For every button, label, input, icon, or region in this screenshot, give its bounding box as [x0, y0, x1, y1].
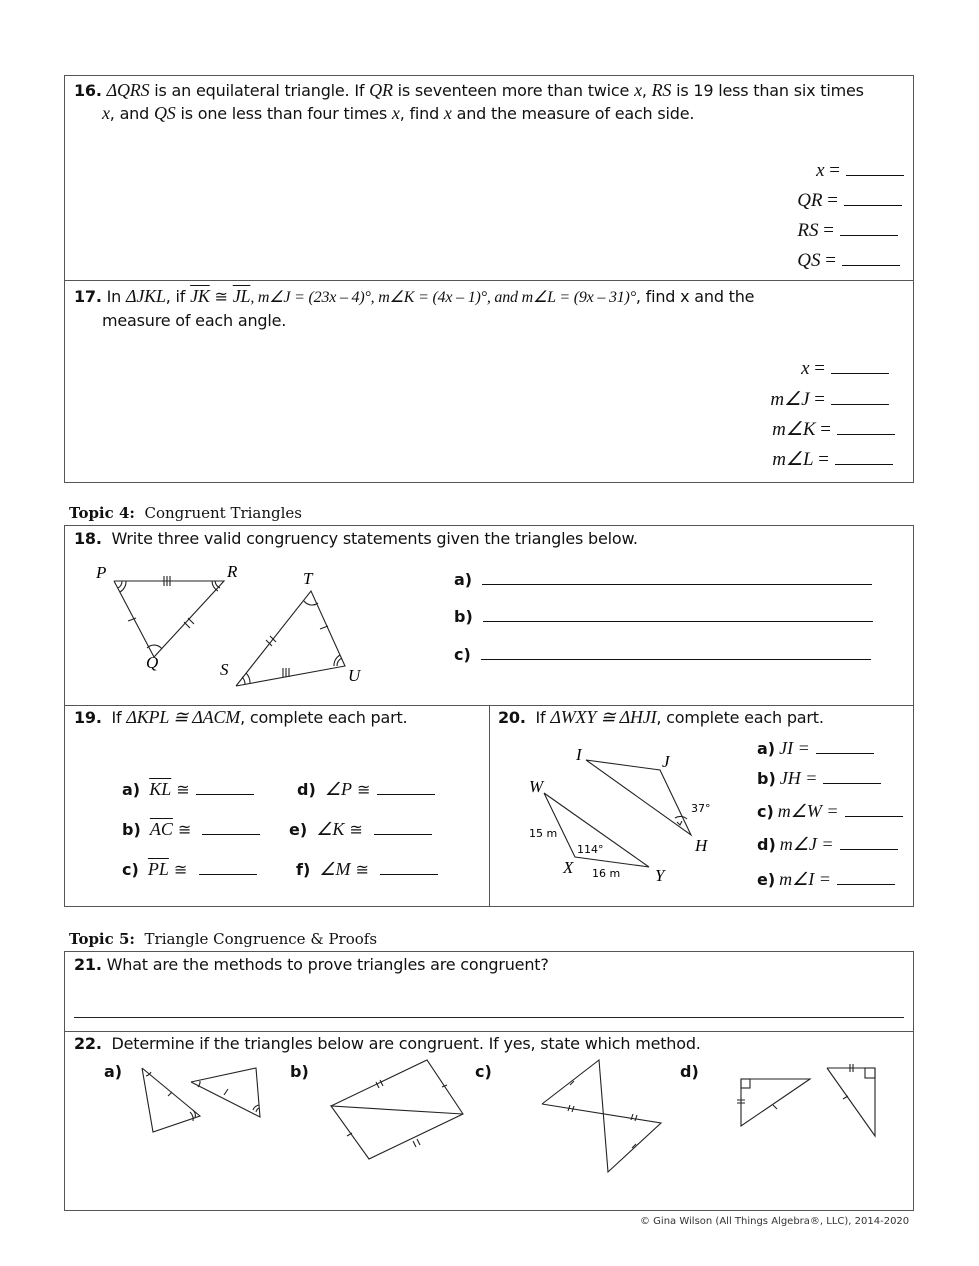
part-a-label: a)	[104, 1062, 123, 1081]
question-20-text: 20. If ΔWXY ≅ ΔHJI, complete each part.	[498, 707, 824, 727]
question-18-text: 18. Write three valid congruency statements given the triangles below.	[74, 529, 638, 548]
part-d[interactable]: d) m∠J =	[757, 834, 898, 855]
svg-text:X: X	[563, 858, 574, 877]
part-b[interactable]: b) JH =	[757, 768, 881, 789]
question-22-text: 22. Determine if the triangles below are congruent. If yes, state which method.	[74, 1034, 701, 1053]
svg-text:H: H	[695, 836, 708, 855]
answer-qr[interactable]: QR =	[797, 190, 902, 212]
svg-text:15 m: 15 m	[529, 827, 558, 840]
question-17-text: 17. In ΔJKL, if $\overline{JK}$ ≅ $\overline{JL}$, m∠J = (23x – 4)°, m∠K = (4x – 1)°, and m∠L = (9x – 31)°, find x and the measure of each angle.	[74, 286, 755, 330]
svg-text:T: T	[303, 569, 313, 588]
answer-rs[interactable]: RS =	[797, 220, 898, 242]
copyright-footer: © Gina Wilson (All Things Algebra®, LLC), 2014-2020	[640, 1216, 910, 1227]
svg-text:37°: 37°	[691, 802, 711, 815]
svg-text:114°: 114°	[577, 843, 604, 856]
part-b[interactable]: b) $\overline{AC}$ ≅	[122, 819, 260, 840]
answer-x[interactable]: x =	[816, 160, 904, 182]
statement-b[interactable]: b)	[454, 607, 873, 626]
statement-c[interactable]: c)	[454, 645, 871, 664]
part-e[interactable]: e) ∠K ≅	[289, 819, 432, 840]
answer-x[interactable]: x =	[801, 358, 889, 380]
svg-text:U: U	[348, 666, 361, 685]
svg-text:J: J	[662, 752, 670, 771]
topic-4-heading: Topic 4: Congruent Triangles	[69, 504, 303, 522]
svg-text:Q: Q	[146, 653, 159, 672]
svg-text:16 m: 16 m	[592, 867, 621, 880]
svg-text:Y: Y	[655, 866, 665, 885]
part-d-label: d)	[680, 1062, 699, 1081]
part-b-label: b)	[290, 1062, 309, 1081]
svg-text:W: W	[529, 777, 544, 796]
svg-text:R: R	[227, 562, 238, 581]
answer-m-angle-k[interactable]: m∠K =	[772, 418, 895, 441]
question-number: 16.	[74, 81, 102, 100]
svg-text:P: P	[96, 563, 107, 582]
question-16-text: 16. ΔQRS is an equilateral triangle. If QR is seventeen more than twice x, RS is 19 less than six times x, and QS is one less than four times x, find x and the measure of each side.	[74, 80, 864, 123]
part-f[interactable]: f) ∠M ≅	[296, 859, 438, 880]
part-d[interactable]: d) ∠P ≅	[297, 779, 435, 800]
svg-text:I: I	[576, 745, 582, 764]
svg-text:S: S	[220, 660, 229, 679]
answer-m-angle-j[interactable]: m∠J =	[770, 388, 889, 411]
answer-m-angle-l[interactable]: m∠L =	[772, 448, 893, 471]
part-c-label: c)	[475, 1062, 492, 1081]
topic-5-heading: Topic 5: Triangle Congruence & Proofs	[69, 930, 378, 948]
question-19-text: 19. If ΔKPL ≅ ΔACM, complete each part.	[74, 707, 408, 727]
part-a[interactable]: a) JI =	[757, 738, 874, 759]
part-c[interactable]: c) $\overline{PL}$ ≅	[122, 859, 257, 880]
statement-a[interactable]: a)	[454, 570, 872, 589]
question-21-text: 21. What are the methods to prove triangles are congruent?	[74, 955, 549, 974]
part-a[interactable]: a) $\overline{KL}$ ≅	[122, 779, 254, 800]
part-e[interactable]: e) m∠I =	[757, 869, 895, 890]
answer-qs[interactable]: QS =	[797, 250, 900, 272]
part-c[interactable]: c) m∠W =	[757, 801, 903, 822]
